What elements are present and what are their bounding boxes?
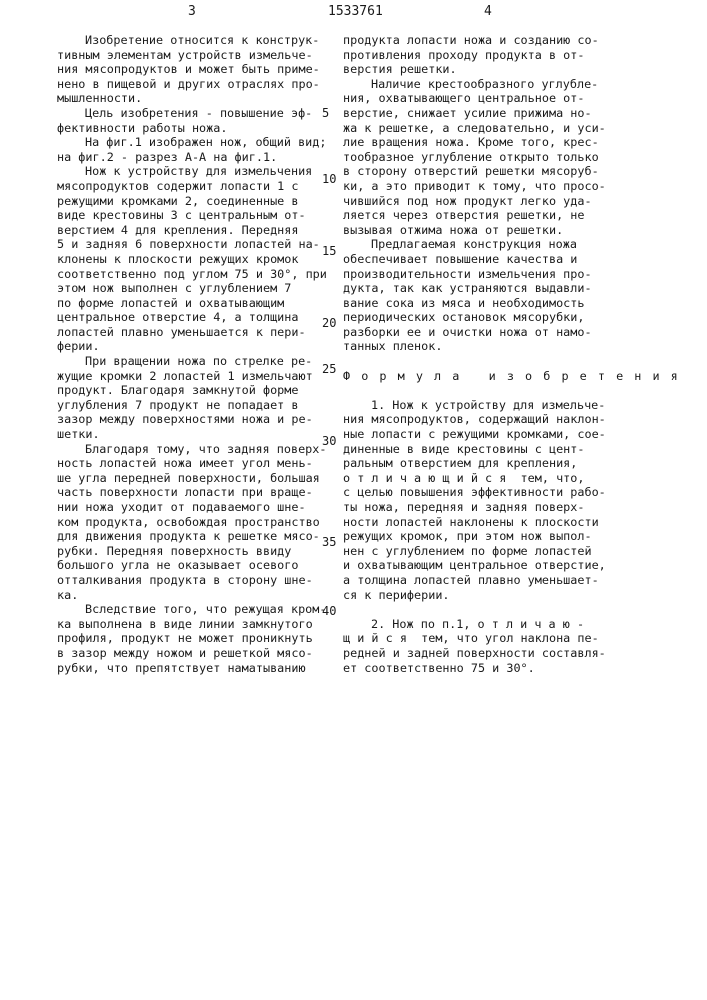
- claim-2-line: 2. Нож по п.1, о т л и ч а ю -: [343, 617, 693, 632]
- text-line: тообразное углубление открыто только: [343, 150, 693, 165]
- text-line: 5 и задняя 6 поверхности лопастей на-: [57, 237, 337, 252]
- claim-1-line: режущих кромок, при этом нож выпол-: [343, 529, 693, 544]
- text-line: рубки, что препятствует наматыванию: [57, 661, 337, 676]
- claim-1-line: ральным отверстием для крепления,: [343, 456, 693, 471]
- text-line: отталкивания продукта в сторону шне-: [57, 573, 337, 588]
- claims-heading: Ф о р м у л а и з о б р е т е н и я: [343, 369, 693, 384]
- text-line: ния мясопродуктов и может быть приме-: [57, 62, 337, 77]
- spacer: [343, 383, 693, 398]
- claim-1-line: с целью повышения эффективности рабо-: [343, 485, 693, 500]
- text-line: на фиг.2 - разрез А-А на фиг.1.: [57, 150, 337, 165]
- text-line: верстия решетки.: [343, 62, 693, 77]
- text-line: производительности измельчения про-: [343, 267, 693, 282]
- text-line: ния, охватывающего центральное от-: [343, 91, 693, 106]
- text-line: ляется через отверстия решетки, не: [343, 208, 693, 223]
- text-line: ше угла передней поверхности, большая: [57, 471, 337, 486]
- margin-line-number: 25: [322, 362, 336, 376]
- text-line: центральное отверстие 4, а толщина: [57, 310, 337, 325]
- text-line: чившийся под нож продукт легко уда-: [343, 194, 693, 209]
- margin-line-number: 15: [322, 244, 336, 258]
- text-line: нии ножа уходит от подаваемого шне-: [57, 500, 337, 515]
- text-line: ферии.: [57, 339, 337, 354]
- text-line: разборки ее и очистки ножа от намо-: [343, 325, 693, 340]
- text-line: Цель изобретения - повышение эф-: [57, 106, 337, 121]
- page-number-right: 4: [484, 4, 492, 19]
- claim-2-line: ет соответственно 75 и 30°.: [343, 661, 693, 676]
- text-line: ки, а это приводит к тому, что просо-: [343, 179, 693, 194]
- text-line: часть поверхности лопасти при враще-: [57, 485, 337, 500]
- margin-line-number: 40: [322, 604, 336, 618]
- claim-1-line: ности лопастей наклонены к плоскости: [343, 515, 693, 530]
- claim-1-line: 1. Нож к устройству для измельче-: [343, 398, 693, 413]
- margin-line-number: 30: [322, 434, 336, 448]
- text-line: соответственно под углом 75 и 30°, при: [57, 267, 337, 282]
- text-line: продукта лопасти ножа и созданию со-: [343, 33, 693, 48]
- claim-1-line: ся к периферии.: [343, 588, 693, 603]
- claim-1-line: ные лопасти с режущими кромками, сое-: [343, 427, 693, 442]
- text-line: клонены к плоскости режущих кромок: [57, 252, 337, 267]
- text-line: противления проходу продукта в от-: [343, 48, 693, 63]
- text-line: вызывая отжима ножа от решетки.: [343, 223, 693, 238]
- margin-line-number: 20: [322, 316, 336, 330]
- page-number-left: 3: [188, 4, 196, 19]
- margin-line-number: 5: [322, 106, 329, 120]
- text-line: углубления 7 продукт не попадает в: [57, 398, 337, 413]
- claim-1-line: ния мясопродуктов, содержащий наклон-: [343, 412, 693, 427]
- text-line: Благодаря тому, что задняя поверх-: [57, 442, 337, 457]
- text-line: ность лопастей ножа имеет угол мень-: [57, 456, 337, 471]
- margin-line-number: 10: [322, 172, 336, 186]
- text-line: по форме лопастей и охватывающим: [57, 296, 337, 311]
- text-line: профиля, продукт не может проникнуть: [57, 631, 337, 646]
- spacer: [343, 354, 693, 369]
- text-line: При вращении ножа по стрелке ре-: [57, 354, 337, 369]
- text-line: обеспечивает повышение качества и: [343, 252, 693, 267]
- text-line: зазор между поверхностями ножа и ре-: [57, 412, 337, 427]
- text-line: мышленности.: [57, 91, 337, 106]
- text-line: Нож к устройству для измельчения: [57, 164, 337, 179]
- text-line: Наличие крестообразного углубле-: [343, 77, 693, 92]
- text-line: ка.: [57, 588, 337, 603]
- text-line: виде крестовины 3 с центральным от-: [57, 208, 337, 223]
- claim-1-line: а толщина лопастей плавно уменьшает-: [343, 573, 693, 588]
- claim-1-line: ты ножа, передняя и задняя поверх-: [343, 500, 693, 515]
- text-line: лопастей плавно уменьшается к пери-: [57, 325, 337, 340]
- claim-1-line: нен с углублением по форме лопастей: [343, 544, 693, 559]
- text-line: На фиг.1 изображен нож, общий вид;: [57, 135, 337, 150]
- text-line: дукта, так как устраняются выдавли-: [343, 281, 693, 296]
- claim-1-line: диненные в виде крестовины с цент-: [343, 442, 693, 457]
- text-line: жа к решетке, а следовательно, и уси-: [343, 121, 693, 136]
- claim-2-line: редней и задней поверхности составля-: [343, 646, 693, 661]
- text-line: лие вращения ножа. Кроме того, крес-: [343, 135, 693, 150]
- text-line: мясопродуктов содержит лопасти 1 с: [57, 179, 337, 194]
- text-line: этом нож выполнен с углублением 7: [57, 281, 337, 296]
- right-column: [343, 33, 693, 675]
- text-line: жущие кромки 2 лопастей 1 измельчают: [57, 369, 337, 384]
- spacer: [343, 602, 693, 617]
- text-line: шетки.: [57, 427, 337, 442]
- text-line: ка выполнена в виде линии замкнутого: [57, 617, 337, 632]
- left-column: [57, 33, 337, 675]
- text-line: верстие, снижает усилие прижима но-: [343, 106, 693, 121]
- text-line: периодических остановок мясорубки,: [343, 310, 693, 325]
- text-line: тивным элементам устройств измельче-: [57, 48, 337, 63]
- text-line: в сторону отверстий решетки мясоруб-: [343, 164, 693, 179]
- text-line: танных пленок.: [343, 339, 693, 354]
- text-line: нено в пищевой и других отраслях про-: [57, 77, 337, 92]
- claim-1-line: о т л и ч а ю щ и й с я тем, что,: [343, 471, 693, 486]
- claim-2-line: щ и й с я тем, что угол наклона пе-: [343, 631, 693, 646]
- patent-number: 1533761: [328, 4, 383, 19]
- text-line: режущими кромками 2, соединенные в: [57, 194, 337, 209]
- margin-line-number: 35: [322, 535, 336, 549]
- text-line: для движения продукта к решетке мясо-: [57, 529, 337, 544]
- text-line: Предлагаемая конструкция ножа: [343, 237, 693, 252]
- text-line: верстием 4 для крепления. Передняя: [57, 223, 337, 238]
- text-line: Изобретение относится к конструк-: [57, 33, 337, 48]
- text-line: в зазор между ножом и решеткой мясо-: [57, 646, 337, 661]
- text-line: большого угла не оказывает осевого: [57, 558, 337, 573]
- text-line: фективности работы ножа.: [57, 121, 337, 136]
- text-line: ком продукта, освобождая пространство: [57, 515, 337, 530]
- text-line: рубки. Передняя поверхность ввиду: [57, 544, 337, 559]
- claim-1-line: и охватывающим центральное отверстие,: [343, 558, 693, 573]
- text-line: вание сока из мяса и необходимость: [343, 296, 693, 311]
- text-line: Вследствие того, что режущая кром-: [57, 602, 337, 617]
- text-line: продукт. Благодаря замкнутой форме: [57, 383, 337, 398]
